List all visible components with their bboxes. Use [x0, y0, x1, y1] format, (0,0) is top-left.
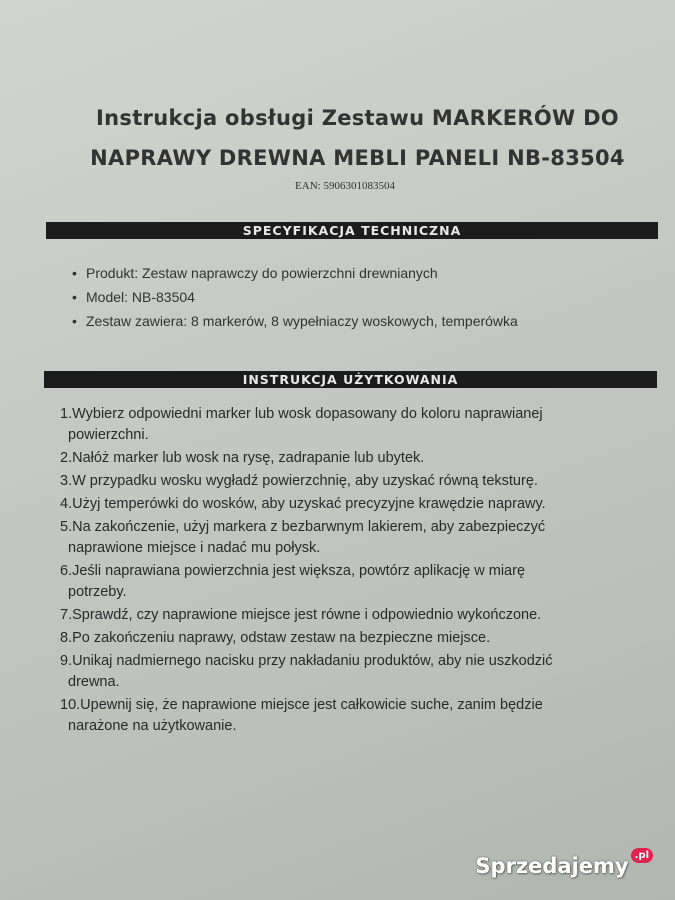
watermark-text: Sprzedajemy: [475, 854, 629, 878]
instruction-steps: [60, 404, 620, 739]
step-text-continued: narażone na użytkowanie.: [68, 718, 237, 734]
instruction-step: [60, 404, 620, 446]
step-text-continued: potrzeby.: [68, 584, 127, 600]
instruction-step: [60, 605, 620, 626]
ean-code: EAN: 5906301083504: [295, 180, 395, 192]
spec-item-text: Produkt: Zestaw naprawczy do powierzchni drewnianych: [86, 265, 438, 281]
document-title-line-1: Instrukcja obsługi Zestawu MARKERÓW DO: [96, 106, 619, 130]
bullet-icon: •: [72, 313, 77, 329]
instruction-step: [60, 448, 620, 469]
instruction-step: [60, 517, 620, 559]
step-text: 4.Użyj temperówki do wosków, aby uzyskać precyzyjne krawędzie naprawy.: [60, 496, 546, 512]
spec-section-heading: SPECYFIKACJA TECHNICZNA: [46, 222, 658, 239]
step-text: 6.Jeśli naprawiana powierzchnia jest większa, powtórz aplikację w miarę: [60, 563, 526, 579]
instruction-step: [60, 494, 620, 515]
bullet-icon: •: [72, 289, 77, 305]
step-text-continued: drewna.: [68, 674, 120, 690]
spec-item: [72, 285, 518, 309]
step-text: 3.W przypadku wosku wygładź powierzchnię, aby uzyskać równą teksturę.: [60, 473, 538, 489]
watermark-badge: .pl: [631, 848, 653, 863]
step-text: 5.Na zakończenie, użyj markera z bezbarwnym lakierem, aby zabezpieczyć: [60, 519, 546, 535]
spec-list: [72, 261, 518, 333]
step-text: 2.Nałóż marker lub wosk na rysę, zadrapanie lub ubytek.: [60, 450, 425, 466]
spec-item-text: Zestaw zawiera: 8 markerów, 8 wypełniaczy woskowych, temperówka: [86, 313, 518, 329]
instructions-section-heading: INSTRUKCJA UŻYTKOWANIA: [44, 371, 657, 388]
instruction-step: [60, 695, 620, 737]
step-text: 7.Sprawdź, czy naprawione miejsce jest równe i odpowiednio wykończone.: [60, 607, 542, 623]
instruction-step: [60, 628, 620, 649]
bullet-icon: •: [72, 265, 77, 281]
step-text: 10.Upewnij się, że naprawione miejsce jest całkowicie suche, zanim będzie: [60, 697, 543, 713]
instruction-step: [60, 471, 620, 492]
step-text: 8.Po zakończeniu naprawy, odstaw zestaw na bezpieczne miejsce.: [60, 630, 491, 646]
step-text-continued: powierzchni.: [68, 427, 149, 443]
site-watermark: [475, 850, 653, 878]
step-text: 9.Unikaj nadmiernego nacisku przy nakładaniu produktów, aby nie uszkodzić: [60, 653, 553, 669]
spec-item: [72, 309, 518, 333]
document-title-line-2: NAPRAWY DREWNA MEBLI PANELI NB-83504: [90, 146, 625, 170]
spec-item: [72, 261, 518, 285]
step-text-continued: naprawione miejsce i nadać mu połysk.: [68, 540, 321, 556]
spec-item-text: Model: NB-83504: [86, 289, 195, 305]
step-text: 1.Wybierz odpowiedni marker lub wosk dopasowany do koloru naprawianej: [60, 406, 543, 422]
instruction-step: [60, 561, 620, 603]
instruction-step: [60, 651, 620, 693]
